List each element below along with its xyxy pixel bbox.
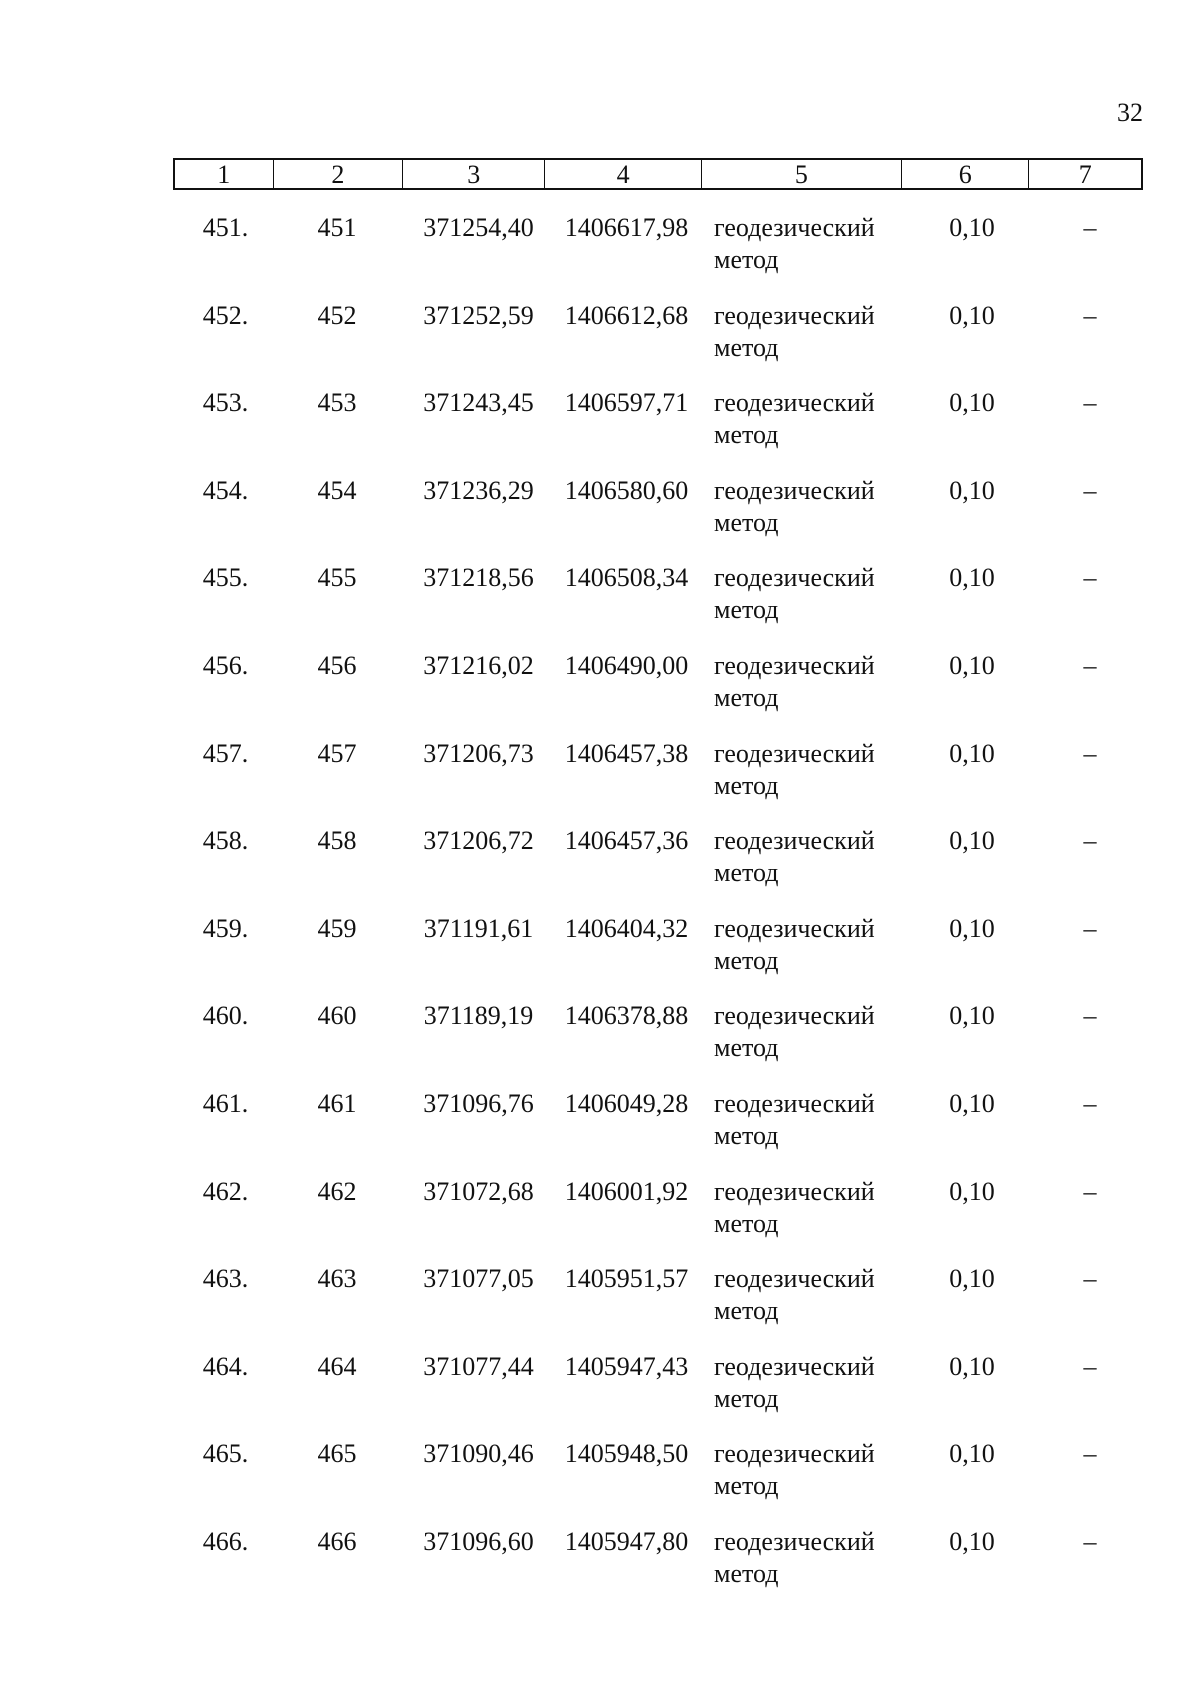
y-coordinate-cell: 1406508,34 (564, 563, 689, 593)
x-coordinate-cell: 371216,02 (423, 650, 534, 680)
table-row (173, 475, 1143, 563)
method-cell (702, 1438, 903, 1526)
method-cell (702, 1351, 903, 1439)
row-number-cell: 464. (202, 1351, 249, 1381)
note-cell: – (1083, 475, 1097, 505)
method-line-2: метод (714, 1383, 779, 1413)
point-number-cell: 453 (317, 388, 357, 418)
method-line-1: геодезический (714, 1264, 875, 1294)
x-coordinate-cell: 371243,45 (423, 388, 534, 418)
table-row (173, 1526, 1143, 1614)
row-number-cell: 453. (202, 388, 249, 418)
accuracy-cell: 0,10 (949, 1088, 995, 1118)
point-number-cell: 463 (317, 1264, 357, 1294)
method-line-1: геодезический (714, 1351, 875, 1381)
table-row (173, 1176, 1143, 1264)
method-cell (702, 562, 903, 650)
accuracy-cell: 0,10 (949, 1439, 995, 1469)
y-coordinate-cell: 1405947,43 (564, 1351, 689, 1381)
accuracy-cell: 0,10 (949, 1351, 995, 1381)
x-coordinate-cell: 371254,40 (423, 213, 534, 242)
method-line-2: метод (714, 1033, 779, 1063)
method-cell (702, 1263, 903, 1351)
method-cell (702, 300, 903, 388)
method-cell (702, 738, 903, 826)
row-number-cell: 460. (202, 1001, 249, 1031)
x-coordinate-cell: 371077,44 (423, 1351, 534, 1381)
y-coordinate-cell: 1406612,68 (564, 300, 689, 330)
note-cell: – (1083, 913, 1097, 943)
y-coordinate-cell: 1406617,98 (564, 213, 689, 242)
point-number-cell: 462 (317, 1176, 357, 1206)
method-line-2: метод (714, 770, 779, 800)
method-line-1: геодезический (714, 650, 875, 680)
method-line-2: метод (714, 420, 779, 450)
method-line-1: геодезический (714, 213, 875, 242)
column-header-5: 5 (702, 160, 902, 188)
table-body (173, 212, 1143, 1614)
column-header-3: 3 (403, 160, 545, 188)
table-row (173, 650, 1143, 738)
column-header-2: 2 (274, 160, 403, 188)
method-line-2: метод (714, 1471, 779, 1501)
table-row (173, 1438, 1143, 1526)
column-header-4: 4 (545, 160, 701, 188)
method-line-2: метод (714, 858, 779, 888)
point-number-cell: 459 (317, 913, 357, 943)
x-coordinate-cell: 371077,05 (423, 1264, 534, 1294)
method-line-1: геодезический (714, 1176, 875, 1206)
method-line-1: геодезический (714, 826, 875, 856)
accuracy-cell: 0,10 (949, 650, 995, 680)
row-number-cell: 456. (202, 650, 249, 680)
note-cell: – (1083, 388, 1097, 418)
row-number-cell: 462. (202, 1176, 249, 1206)
accuracy-cell: 0,10 (949, 913, 995, 943)
row-number-cell: 457. (202, 738, 249, 768)
accuracy-cell: 0,10 (949, 1176, 995, 1206)
column-header-7: 7 (1078, 160, 1092, 189)
row-number-cell: 455. (202, 563, 249, 593)
method-line-1: геодезический (714, 1088, 875, 1118)
y-coordinate-cell: 1405951,57 (564, 1264, 689, 1294)
row-number-cell: 463. (202, 1264, 249, 1294)
y-coordinate-cell: 1406457,36 (564, 826, 689, 856)
accuracy-cell: 0,10 (949, 1264, 995, 1294)
method-line-1: геодезический (714, 1001, 875, 1031)
y-coordinate-cell: 1406457,38 (564, 738, 689, 768)
x-coordinate-cell: 371218,56 (423, 563, 534, 593)
y-coordinate-cell: 1406001,92 (564, 1176, 689, 1206)
table-row (173, 825, 1143, 913)
x-coordinate-cell: 371236,29 (423, 475, 534, 505)
method-line-1: геодезический (714, 738, 875, 768)
method-line-2: метод (714, 595, 779, 625)
row-number-cell: 459. (202, 913, 249, 943)
method-line-2: метод (714, 507, 779, 537)
y-coordinate-cell: 1406404,32 (564, 913, 689, 943)
table-row (173, 1088, 1143, 1176)
x-coordinate-cell: 371096,60 (423, 1526, 534, 1556)
row-number-cell: 454. (202, 475, 249, 505)
method-line-1: геодезический (714, 1439, 875, 1469)
point-number-cell: 457 (317, 738, 357, 768)
method-line-2: метод (714, 682, 779, 712)
y-coordinate-cell: 1406049,28 (564, 1088, 689, 1118)
y-coordinate-cell: 1405948,50 (564, 1439, 689, 1469)
accuracy-cell: 0,10 (949, 738, 995, 768)
y-coordinate-cell: 1406597,71 (564, 388, 689, 418)
note-cell: – (1083, 213, 1097, 242)
method-line-2: метод (714, 1296, 779, 1326)
method-line-2: метод (714, 1120, 779, 1150)
row-number-cell: 461. (202, 1088, 249, 1118)
table-row (173, 300, 1143, 388)
method-line-2: метод (714, 245, 779, 274)
column-header-row (173, 158, 1143, 190)
note-cell: – (1083, 300, 1097, 330)
point-number-cell: 464 (317, 1351, 357, 1381)
method-line-2: метод (714, 1558, 779, 1588)
table-row (173, 1263, 1143, 1351)
method-line-1: геодезический (714, 300, 875, 330)
method-line-1: геодезический (714, 1526, 875, 1556)
row-number-cell: 452. (202, 300, 249, 330)
note-cell: – (1083, 1088, 1097, 1118)
note-cell: – (1083, 1001, 1097, 1031)
note-cell: – (1083, 650, 1097, 680)
x-coordinate-cell: 371191,61 (423, 913, 534, 943)
method-cell (702, 475, 903, 563)
point-number-cell: 465 (317, 1439, 357, 1469)
method-cell (702, 212, 903, 300)
method-line-1: геодезический (714, 563, 875, 593)
table-row (173, 212, 1143, 300)
note-cell: – (1083, 738, 1097, 768)
point-number-cell: 451 (317, 213, 357, 242)
point-number-cell: 460 (317, 1001, 357, 1031)
row-number-cell: 451. (202, 213, 249, 242)
x-coordinate-cell: 371072,68 (423, 1176, 534, 1206)
x-coordinate-cell: 371090,46 (423, 1439, 534, 1469)
row-number-cell: 465. (202, 1439, 249, 1469)
x-coordinate-cell: 371206,72 (423, 826, 534, 856)
method-cell (702, 1526, 903, 1614)
point-number-cell: 461 (317, 1088, 357, 1118)
table-row (173, 1000, 1143, 1088)
column-header-6: 6 (902, 160, 1029, 188)
accuracy-cell: 0,10 (949, 563, 995, 593)
accuracy-cell: 0,10 (949, 300, 995, 330)
x-coordinate-cell: 371096,76 (423, 1088, 534, 1118)
table-row (173, 562, 1143, 650)
point-number-cell: 452 (317, 300, 357, 330)
x-coordinate-cell: 371189,19 (423, 1001, 534, 1031)
table-row (173, 913, 1143, 1001)
accuracy-cell: 0,10 (949, 826, 995, 856)
point-number-cell: 454 (317, 475, 357, 505)
y-coordinate-cell: 1406580,60 (564, 475, 689, 505)
accuracy-cell: 0,10 (949, 475, 995, 505)
method-cell (702, 913, 903, 1001)
row-number-cell: 466. (202, 1526, 249, 1556)
row-number-cell: 458. (202, 826, 249, 856)
column-header-1: 1 (175, 160, 274, 188)
y-coordinate-cell: 1405947,80 (564, 1526, 689, 1556)
method-line-1: геодезический (714, 913, 875, 943)
note-cell: – (1083, 1439, 1097, 1469)
method-cell (702, 650, 903, 738)
method-cell (702, 1000, 903, 1088)
accuracy-cell: 0,10 (949, 1001, 995, 1031)
note-cell: – (1083, 1351, 1097, 1381)
x-coordinate-cell: 371252,59 (423, 300, 534, 330)
table-row (173, 387, 1143, 475)
note-cell: – (1083, 1264, 1097, 1294)
method-cell (702, 387, 903, 475)
note-cell: – (1083, 1176, 1097, 1206)
y-coordinate-cell: 1406490,00 (564, 650, 689, 680)
x-coordinate-cell: 371206,73 (423, 738, 534, 768)
point-number-cell: 458 (317, 826, 357, 856)
method-cell (702, 1176, 903, 1264)
method-line-2: метод (714, 1208, 779, 1238)
accuracy-cell: 0,10 (949, 1526, 995, 1556)
accuracy-cell: 0,10 (949, 213, 995, 242)
point-number-cell: 466 (317, 1526, 357, 1556)
note-cell: – (1083, 1526, 1097, 1556)
point-number-cell: 456 (317, 650, 357, 680)
method-cell (702, 1088, 903, 1176)
page-number: 32 (1117, 98, 1143, 127)
method-line-1: геодезический (714, 388, 875, 418)
method-line-2: метод (714, 332, 779, 362)
note-cell: – (1083, 563, 1097, 593)
method-line-2: метод (714, 945, 779, 975)
point-number-cell: 455 (317, 563, 357, 593)
method-line-1: геодезический (714, 475, 875, 505)
method-cell (702, 825, 903, 913)
table-row (173, 738, 1143, 826)
table-row (173, 1351, 1143, 1439)
y-coordinate-cell: 1406378,88 (564, 1001, 689, 1031)
accuracy-cell: 0,10 (949, 388, 995, 418)
note-cell: – (1083, 826, 1097, 856)
